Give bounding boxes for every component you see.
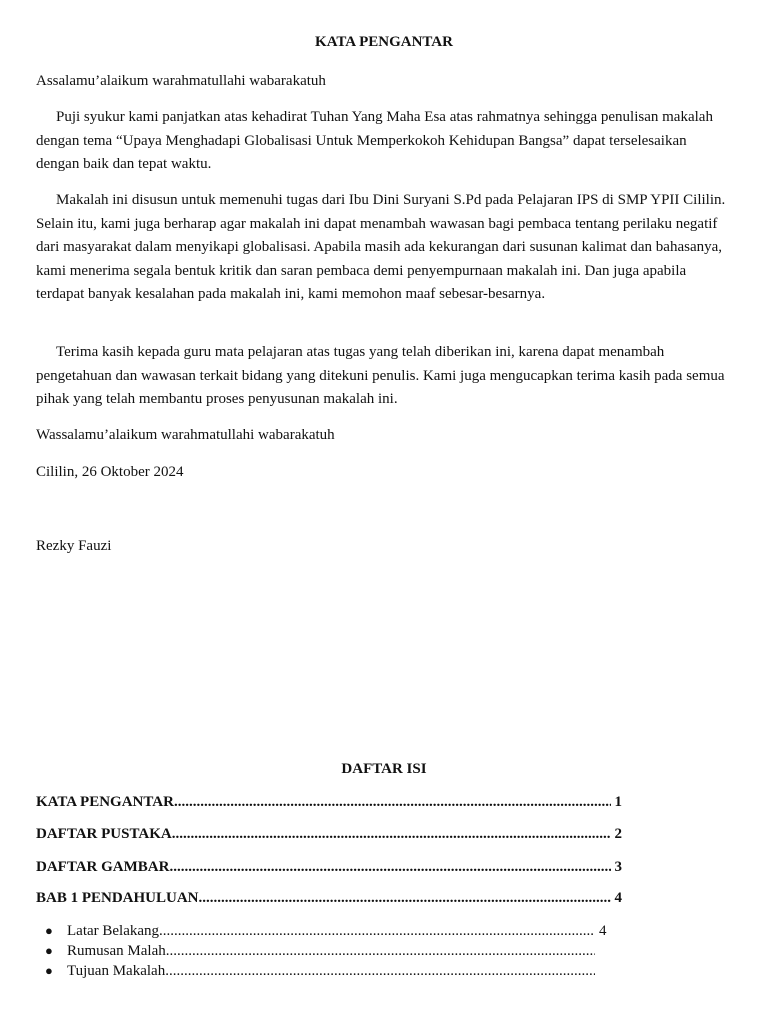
document-page [36,0,732,1024]
toc-sub-entry-label: Latar Belakang [67,923,160,939]
toc-leader-dots [159,923,595,940]
toc-entry-label: BAB 1 PENDAHULUAN [36,890,199,906]
toc-entry-page: 2 [614,826,622,842]
toc-leader-dots [166,943,595,960]
toc-sub-entry [36,943,607,963]
preface-closing: Wassalamu’alaikum warahmatullahi wabarakatuh [36,427,335,443]
bullet-icon: ● [45,963,53,978]
toc-entry-page: 3 [614,859,622,875]
preface-place-date: Cililin, 26 Oktober 2024 [36,464,184,480]
toc-sub-entry [36,923,607,943]
toc-sub-entry-page: 4 [599,923,607,939]
toc-entry-page: 4 [614,890,622,906]
toc-leader-dots [165,963,595,980]
toc-entry [36,826,622,843]
toc-entry [36,794,622,811]
toc-entry-label: KATA PENGANTAR [36,794,174,810]
toc-leader-dots [199,890,611,907]
toc-sub-entry-line [67,943,607,960]
toc-sub-entry-line [67,963,607,980]
toc-sub-entry-line [67,923,607,940]
toc-leader-dots [169,859,610,876]
preface-paragraph-1: Puji syukur kami panjatkan atas kehadirat Tuhan Yang Maha Esa atas rahmatnya sehingga penulisan makalah dengan tema “Upaya Menghadapi Globalisasi Untuk Memperkokoh Kehidupan Bangsa” dapat terselesaikan dengan baik dan tepat waktu. [36,109,713,172]
toc-sub-entry [36,963,607,983]
toc-entry-label: DAFTAR GAMBAR [36,859,170,875]
bullet-icon: ● [45,923,53,938]
toc-title: DAFTAR ISI [341,761,427,777]
bullet-icon: ● [45,943,53,958]
toc-leader-dots [172,826,611,843]
preface-author: Rezky Fauzi [36,538,112,554]
preface-paragraph-3: Terima kasih kepada guru mata pelajaran atas tugas yang telah diberikan ini, karena dapat menambah pengetahuan dan wawasan terkait bidang yang ditekuni penulis. Kami juga mengucapkan terima kasih pada semua pihak yang telah membantu proses penyusunan makalah ini. [36,344,725,407]
preface-greeting: Assalamu’alaikum warahmatullahi wabarakatuh [36,73,326,89]
toc-entry [36,890,622,907]
toc-leader-dots [174,794,611,811]
toc-entry-label: DAFTAR PUSTAKA [36,826,172,842]
toc-sub-list [36,923,607,983]
toc-sub-entry-label: Rumusan Malah [67,943,166,959]
toc-sub-entry-label: Tujuan Makalah [67,963,166,979]
toc-entry [36,859,622,876]
preface-title: KATA PENGANTAR [315,34,453,50]
preface-paragraph-2: Makalah ini disusun untuk memenuhi tugas dari Ibu Dini Suryani S.Pd pada Pelajaran IPS di SMP YPII Cililin. Selain itu, kami juga berharap agar makalah ini dapat menambah wawasan bagi pembaca tentang perilaku negatif dari masyarakat dalam menyikapi globalisasi. Apabila masih ada kekurangan dari susunan kalimat dan bahasanya, kami menerima segala bentuk kritik dan saran pembaca demi penyempurnaan makalah ini. Dan juga apabila terdapat banyak kesalahan pada makalah ini, kami memohon maaf sebesar-besarnya. [36,192,726,302]
toc-entry-page: 1 [614,794,622,810]
